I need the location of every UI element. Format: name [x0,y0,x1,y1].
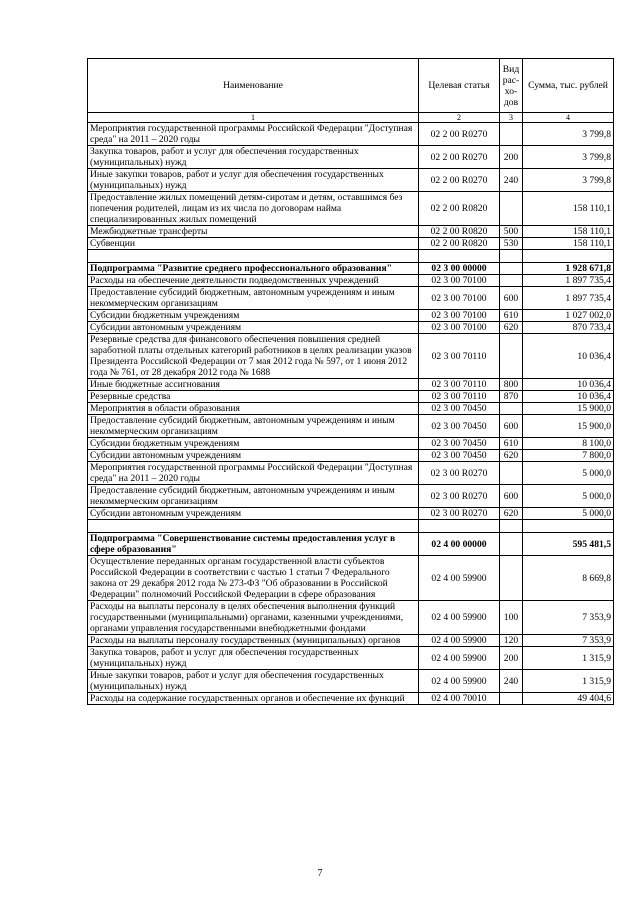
sum-cell: 7 353,9 [523,601,614,635]
sum-cell: 870 733,4 [523,322,614,334]
sum-cell: 7 800,0 [523,450,614,462]
code-cell: 02 3 00 70450 [419,438,500,450]
empty-cell [500,250,523,263]
name-cell: Резервные средства для финансового обеспечения повышения средней заработной платы отдельных категорий работников в целях реализации указов Президента Российской Федерации от 7 мая 2012 года № 597, от 1 июня 2012 года № 761, от 28 декабря 2012 года № 1688 [88,334,419,379]
table-row [88,450,614,462]
header-target: Целевая статья [419,59,500,113]
name-cell: Субсидии бюджетным учреждениям [88,438,419,450]
sum-cell: 1 928 671,8 [523,263,614,275]
sum-cell: 5 000,0 [523,508,614,520]
sum-cell: 158 110,1 [523,226,614,238]
table-row [88,647,614,670]
type-cell: 500 [500,226,523,238]
code-cell: 02 4 00 59900 [419,635,500,647]
header-name: Наименование [88,59,419,113]
name-cell: Мероприятия государственной программы Российской Федерации "Доступная среда" на 2011 – 2020 годы [88,462,419,485]
table-row [88,275,614,287]
table-row [88,556,614,601]
name-cell: Предоставление жилых помещений детям-сиротам и детям, оставшимся без попечения родителей, лицам из их числа по договорам найма специализированных жилых помещений [88,192,419,226]
empty-cell [419,250,500,263]
column-number-row [88,113,614,123]
name-cell: Иные закупки товаров, работ и услуг для обеспечения государственных (муниципальных) нужд [88,670,419,693]
code-cell: 02 4 00 59900 [419,670,500,693]
name-cell: Расходы на обеспечение деятельности подведомственных учреждений [88,275,419,287]
sum-cell: 158 110,1 [523,192,614,226]
code-cell: 02 3 00 70450 [419,403,500,415]
empty-cell [88,520,419,533]
type-cell: 240 [500,169,523,192]
sum-cell: 1 897 735,4 [523,287,614,310]
code-cell: 02 3 00 R0270 [419,508,500,520]
sum-cell: 1 315,9 [523,647,614,670]
empty-cell [523,250,614,263]
sum-cell: 10 036,4 [523,391,614,403]
code-cell: 02 3 00 00000 [419,263,500,275]
type-cell: 870 [500,391,523,403]
name-cell: Закупка товаров, работ и услуг для обеспечения государственных (муниципальных) нужд [88,146,419,169]
table-row [88,146,614,169]
sum-cell: 1 027 002,0 [523,310,614,322]
spacer-row [88,520,614,533]
type-cell: 620 [500,322,523,334]
sum-cell: 158 110,1 [523,238,614,250]
table-row [88,123,614,146]
name-cell: Субсидии бюджетным учреждениям [88,310,419,322]
sum-cell: 5 000,0 [523,462,614,485]
code-cell: 02 2 00 R0820 [419,238,500,250]
code-cell: 02 2 00 R0820 [419,192,500,226]
name-cell: Предоставление субсидий бюджетным, автономным учреждениям и иным некоммерческим организациям [88,485,419,508]
column-number: 4 [523,113,614,123]
table-row [88,415,614,438]
code-cell: 02 3 00 70450 [419,415,500,438]
sum-cell: 1 315,9 [523,670,614,693]
name-cell: Подпрограмма "Развитие среднего профессионального образования" [88,263,419,275]
code-cell: 02 4 00 70010 [419,693,500,705]
subprogram-row [88,533,614,556]
sum-cell: 5 000,0 [523,485,614,508]
sum-cell: 10 036,4 [523,334,614,379]
name-cell: Субсидии автономным учреждениям [88,450,419,462]
empty-cell [419,520,500,533]
empty-cell [88,250,419,263]
sum-cell: 15 900,0 [523,415,614,438]
table-row [88,635,614,647]
name-cell: Осуществление переданных органам государственной власти субъектов Российской Федерации в соответствии с частью 1 статьи 7 Федерального закона от 29 декабря 2012 года № 273-ФЗ "Об образовании в Российской Федерации" полномочий Российской Федерации в сфере образования [88,556,419,601]
table-row [88,287,614,310]
table-row [88,485,614,508]
table-row [88,438,614,450]
type-cell: 620 [500,508,523,520]
type-cell: 600 [500,485,523,508]
type-cell: 800 [500,379,523,391]
column-number: 3 [500,113,523,123]
table-row [88,334,614,379]
name-cell: Мероприятия государственной программы Российской Федерации "Доступная среда" на 2011 – 2020 годы [88,123,419,146]
code-cell: 02 4 00 59900 [419,556,500,601]
name-cell: Субсидии автономным учреждениям [88,322,419,334]
type-cell: 620 [500,450,523,462]
type-cell [500,123,523,146]
table-row [88,310,614,322]
table-row [88,670,614,693]
sum-cell: 49 404,6 [523,693,614,705]
type-cell [500,275,523,287]
table-row [88,601,614,635]
name-cell: Предоставление субсидий бюджетным, автономным учреждениям и иным некоммерческим организациям [88,287,419,310]
type-cell: 600 [500,415,523,438]
table-row [88,508,614,520]
code-cell: 02 2 00 R0820 [419,226,500,238]
column-number: 1 [88,113,419,123]
code-cell: 02 4 00 59900 [419,647,500,670]
name-cell: Субсидии автономным учреждениям [88,508,419,520]
table-row [88,693,614,705]
spacer-row [88,250,614,263]
name-cell: Иные бюджетные ассигнования [88,379,419,391]
subprogram-row [88,263,614,275]
name-cell: Иные закупки товаров, работ и услуг для обеспечения государственных (муниципальных) нужд [88,169,419,192]
code-cell: 02 3 00 70100 [419,275,500,287]
code-cell: 02 3 00 70110 [419,379,500,391]
header-sum: Сумма, тыс. рублей [523,59,614,113]
type-cell [500,192,523,226]
type-cell: 200 [500,146,523,169]
type-cell: 200 [500,647,523,670]
sum-cell: 8 100,0 [523,438,614,450]
code-cell: 02 3 00 70450 [419,450,500,462]
type-cell [500,462,523,485]
budget-table [87,58,614,705]
sum-cell: 595 481,5 [523,533,614,556]
table-row [88,462,614,485]
type-cell: 120 [500,635,523,647]
code-cell: 02 3 00 70110 [419,391,500,403]
type-cell: 610 [500,438,523,450]
empty-cell [500,520,523,533]
code-cell: 02 4 00 00000 [419,533,500,556]
sum-cell: 3 799,8 [523,146,614,169]
code-cell: 02 3 00 70110 [419,334,500,379]
table-row [88,192,614,226]
type-cell [500,403,523,415]
type-cell: 610 [500,310,523,322]
table-row [88,403,614,415]
header-type: Вид рас-хо-дов [500,59,523,113]
type-cell [500,533,523,556]
type-cell [500,263,523,275]
sum-cell: 10 036,4 [523,379,614,391]
code-cell: 02 4 00 59900 [419,601,500,635]
table-row [88,226,614,238]
sum-cell: 15 900,0 [523,403,614,415]
sum-cell: 3 799,8 [523,169,614,192]
name-cell: Субвенции [88,238,419,250]
type-cell [500,556,523,601]
type-cell: 240 [500,670,523,693]
code-cell: 02 2 00 R0270 [419,123,500,146]
header-row [88,59,614,113]
name-cell: Межбюджетные трансферты [88,226,419,238]
type-cell: 530 [500,238,523,250]
column-number: 2 [419,113,500,123]
sum-cell: 1 897 735,4 [523,275,614,287]
sum-cell: 3 799,8 [523,123,614,146]
code-cell: 02 3 00 70100 [419,310,500,322]
code-cell: 02 3 00 70100 [419,322,500,334]
name-cell: Резервные средства [88,391,419,403]
empty-cell [523,520,614,533]
table-body [88,123,614,705]
code-cell: 02 3 00 70100 [419,287,500,310]
table-row [88,238,614,250]
table-row [88,169,614,192]
code-cell: 02 3 00 R0270 [419,485,500,508]
type-cell [500,693,523,705]
name-cell: Расходы на выплаты персоналу государственных (муниципальных) органов [88,635,419,647]
code-cell: 02 2 00 R0270 [419,146,500,169]
name-cell: Предоставление субсидий бюджетным, автономным учреждениям и иным некоммерческим организациям [88,415,419,438]
name-cell: Расходы на выплаты персоналу в целях обеспечения выполнения функций государственными (муниципальными) органами, казенными учреждениями, органами управления государственными внебюджетными фондами [88,601,419,635]
table-row [88,391,614,403]
type-cell: 100 [500,601,523,635]
table-row [88,379,614,391]
type-cell [500,334,523,379]
page-number: 7 [317,868,323,879]
name-cell: Мероприятия в области образования [88,403,419,415]
sum-cell: 8 669,8 [523,556,614,601]
code-cell: 02 2 00 R0270 [419,169,500,192]
code-cell: 02 3 00 R0270 [419,462,500,485]
name-cell: Расходы на содержание государственных органов и обеспечение их функций [88,693,419,705]
name-cell: Подпрограмма "Совершенствование системы предоставления услуг в сфере образования" [88,533,419,556]
type-cell: 600 [500,287,523,310]
table-row [88,322,614,334]
name-cell: Закупка товаров, работ и услуг для обеспечения государственных (муниципальных) нужд [88,647,419,670]
sum-cell: 7 353,9 [523,635,614,647]
